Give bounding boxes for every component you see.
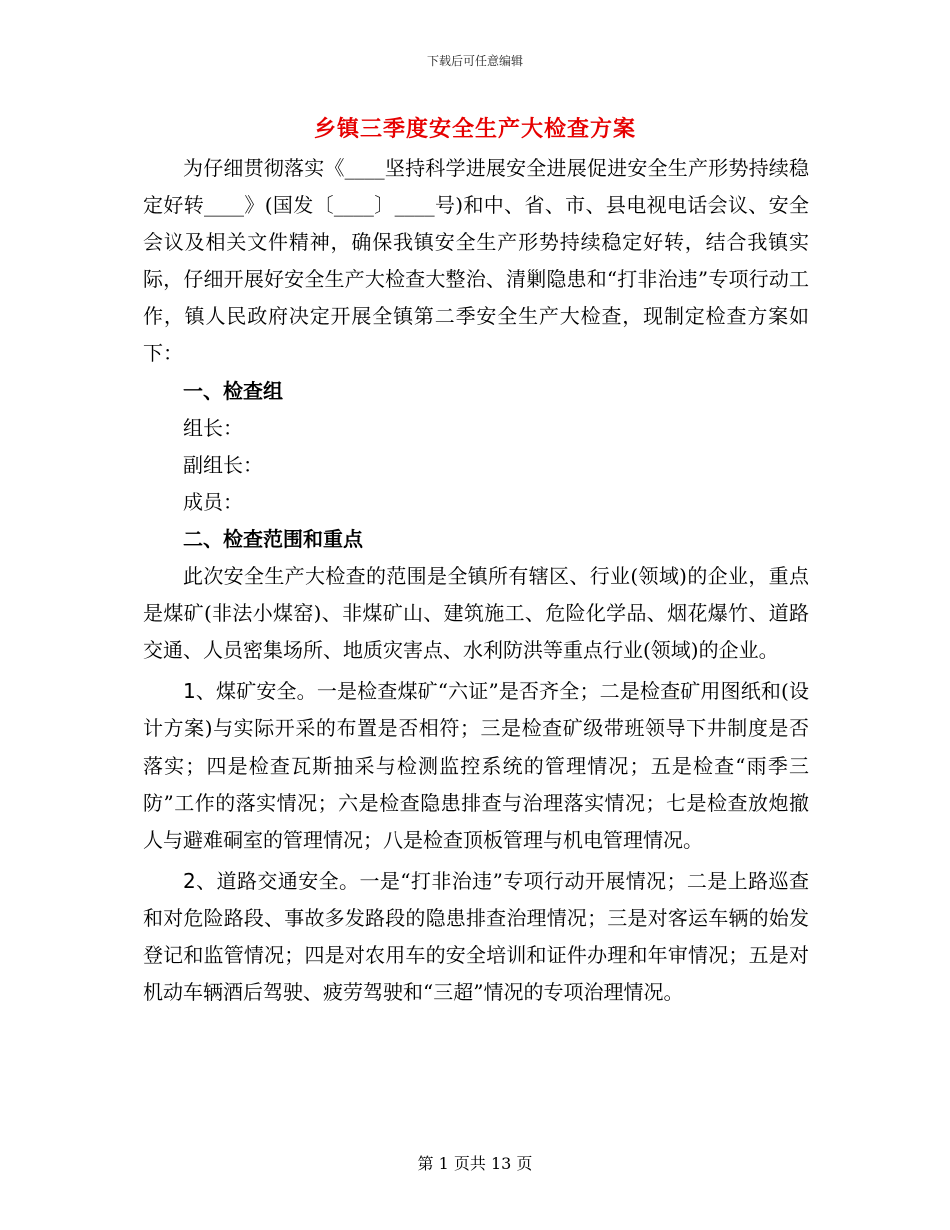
- document-body: [143, 150, 809, 1011]
- section-heading-scope: 二、检查范围和重点: [183, 526, 363, 551]
- item-number: 2: [183, 868, 196, 893]
- item-text: 、煤矿安全。一是检查煤矿“六证”是否齐全；二是检查矿用图纸和(设计方案)与实际开采的布置是否相符；三是检查矿级带班领导下井制度是否落实；四是检查瓦斯抽采与检测监控系统的管理情况；五是检查“雨季三防”工作的落实情况；六是检查隐患排查与治理落实情况；七是检查放炮撤人与避难硐室的管理情况；八是检查顶板管理与机电管理情况。: [143, 679, 809, 852]
- road-traffic-paragraph: [143, 863, 809, 1011]
- scope-paragraph: 此次安全生产大检查的范围是全镇所有辖区、行业(领域)的企业，重点是煤矿(非法小煤窑)、非煤矿山、建筑施工、危险化学品、烟花爆竹、道路交通、人员密集场所、地质灾害点、水利防洪等重点行业(领域)的企业。: [143, 564, 809, 663]
- intro-paragraph: 为仔细贯彻落实《____坚持科学进展安全进展促进安全生产形势持续稳定好转____》(国发〔____〕____号)和中、省、市、县电视电话会议、安全会议及相关文件精神，确保我镇安全生产形势持续稳定好转，结合我镇实际，仔细开展好安全生产大检查大整治、清剿隐患和“打非治违”专项行动工作，镇人民政府决定开展全镇第二季安全生产大检查，现制定检查方案如下：: [143, 156, 809, 366]
- download-note: 下载后可任意编辑: [426, 54, 523, 68]
- item-number: 1: [183, 679, 196, 704]
- deputy-leader-line: 副组长：: [183, 452, 263, 477]
- coal-mine-paragraph: [143, 673, 809, 858]
- item-text: 、道路交通安全。一是“打非治违”专项行动开展情况；二是上路巡查和对危险路段、事故多发路段的隐患排查治理情况；三是对客运车辆的始发登记和监管情况；四是对农用车的安全培训和证件办理和年审情况；五是对机动车辆酒后驾驶、疲劳驾驶和“三超”情况的专项治理情况。: [143, 868, 809, 1005]
- page-number-footer: 第 1 页共 13 页: [417, 1154, 533, 1173]
- document-title: 乡镇三季度安全生产大检查方案: [313, 116, 636, 142]
- section-heading-inspection-group: 一、检查组: [183, 378, 283, 403]
- group-leader-line: 组长：: [183, 415, 243, 440]
- members-line: 成员：: [183, 489, 243, 514]
